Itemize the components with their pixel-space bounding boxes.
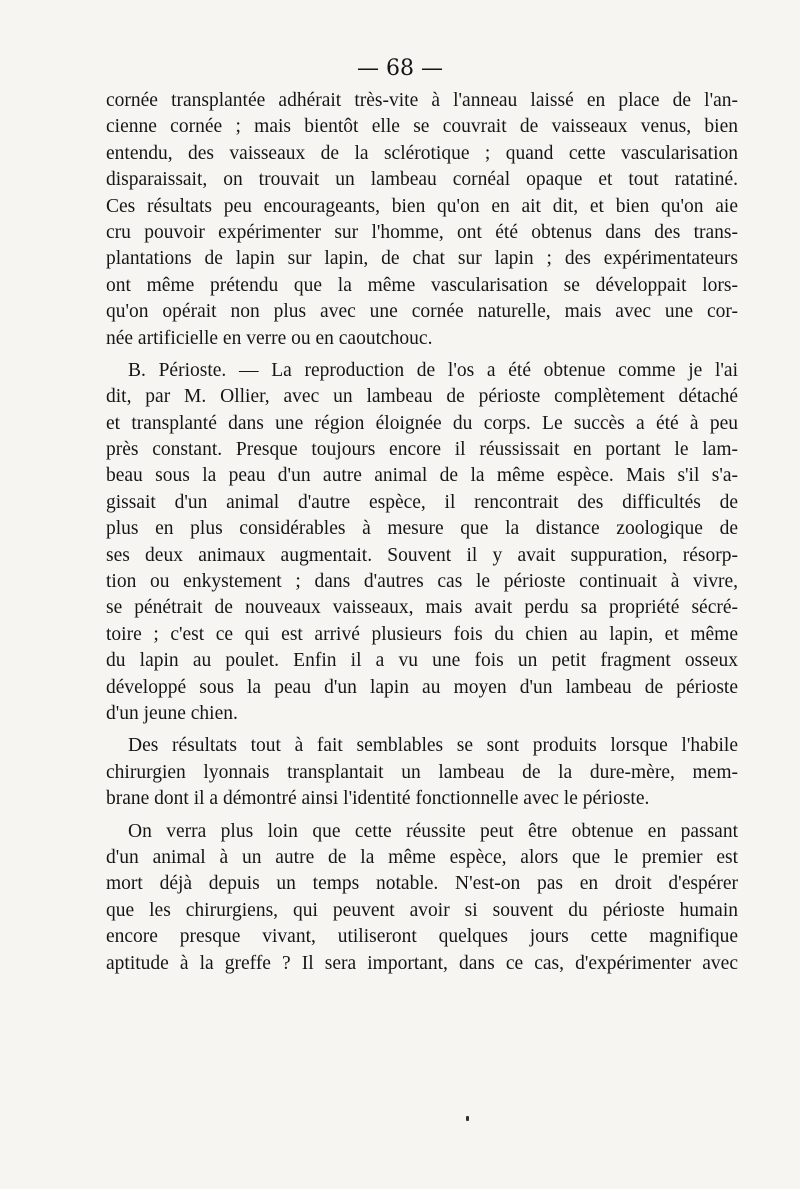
text-line: Des résultats tout à fait semblables se sont produits lorsque l'habile: [128, 735, 738, 757]
text-line: ont même prétendu que la même vascularisation se développait lors-: [106, 274, 738, 296]
text-line: plantations de lapin sur lapin, de chat sur lapin ; des expérimentateurs: [106, 248, 738, 270]
text-line: aptitude à la greffe ? Il sera important, dans ce cas, d'expérimenter avec: [106, 952, 738, 974]
paragraph: [106, 358, 738, 727]
text-line: du lapin au poulet. Enfin il a vu une fois un petit fragment osseux: [106, 650, 738, 672]
text-line: brane dont il a démontré ainsi l'identité fonctionnelle avec le périoste.: [106, 788, 650, 810]
text-line: entendu, des vaisseaux de la sclérotique ; quand cette vascularisation: [106, 142, 738, 164]
text-line: On verra plus loin que cette réussite peut être obtenue en passant: [128, 820, 738, 842]
paragraph: [106, 88, 738, 352]
text-line: B. Périoste. — La reproduction de l'os a été obtenue comme je l'ai: [128, 359, 738, 381]
text-line: gissait d'un animal d'autre espèce, il rencontrait des difficultés de: [106, 491, 738, 513]
text-line: disparaissait, on trouvait un lambeau cornéal opaque et tout ratatiné.: [106, 169, 738, 191]
text-line: d'un jeune chien.: [106, 702, 238, 724]
text-line: se pénétrait de nouveaux vaisseaux, mais avait perdu sa propriété sécré-: [106, 597, 738, 619]
text-line: qu'on opérait non plus avec une cornée naturelle, mais avec une cor-: [106, 301, 738, 323]
text-line: chirurgien lyonnais transplantait un lambeau de la dure-mère, mem-: [106, 761, 738, 783]
text-line: cru pouvoir expérimenter sur l'homme, ont été obtenus dans des trans-: [106, 221, 738, 243]
ink-speck: [466, 1116, 469, 1121]
body-text: [106, 88, 738, 977]
text-line: d'un animal à un autre de la même espèce, alors que le premier est: [106, 846, 738, 868]
text-line: dit, par M. Ollier, avec un lambeau de périoste complètement détaché: [106, 386, 738, 408]
text-line: plus en plus considérables à mesure que la distance zoologique de: [106, 518, 738, 540]
text-line: et transplanté dans une région éloignée du corps. Le succès a été à peu: [106, 412, 738, 434]
text-line: près constant. Presque toujours encore il réussissait en portant le lam-: [106, 439, 738, 461]
text-line: cienne cornée ; mais bientôt elle se couvrait de vaisseaux venus, bien: [106, 116, 738, 138]
text-line: ses deux animaux augmentait. Souvent il y avait suppuration, résorp-: [106, 544, 738, 566]
text-line: née artificielle en verre ou en caoutchouc.: [106, 327, 433, 349]
text-line: beau sous la peau d'un autre animal de la même espèce. Mais s'il s'a-: [106, 465, 738, 487]
paragraph: [106, 733, 738, 812]
page-number: — 68 —: [357, 56, 443, 81]
text-line: tion ou enkystement ; dans d'autres cas le périoste continuait à vivre,: [106, 571, 738, 593]
text-line: mort déjà depuis un temps notable. N'est-on pas en droit d'espérer: [106, 873, 738, 895]
text-line: encore presque vivant, utiliseront quelques jours cette magnifique: [106, 926, 738, 948]
text-line: développé sous la peau d'un lapin au moyen d'un lambeau de périoste: [106, 676, 738, 698]
text-line: Ces résultats peu encourageants, bien qu'on en ait dit, et bien qu'on aie: [106, 195, 738, 217]
paragraph: [106, 819, 738, 977]
text-line: cornée transplantée adhérait très-vite à l'anneau laissé en place de l'an-: [106, 90, 738, 111]
text-line: que les chirurgiens, qui peuvent avoir si souvent du périoste humain: [106, 899, 738, 921]
text-line: toire ; c'est ce qui est arrivé plusieurs fois du chien au lapin, et même: [106, 623, 738, 645]
